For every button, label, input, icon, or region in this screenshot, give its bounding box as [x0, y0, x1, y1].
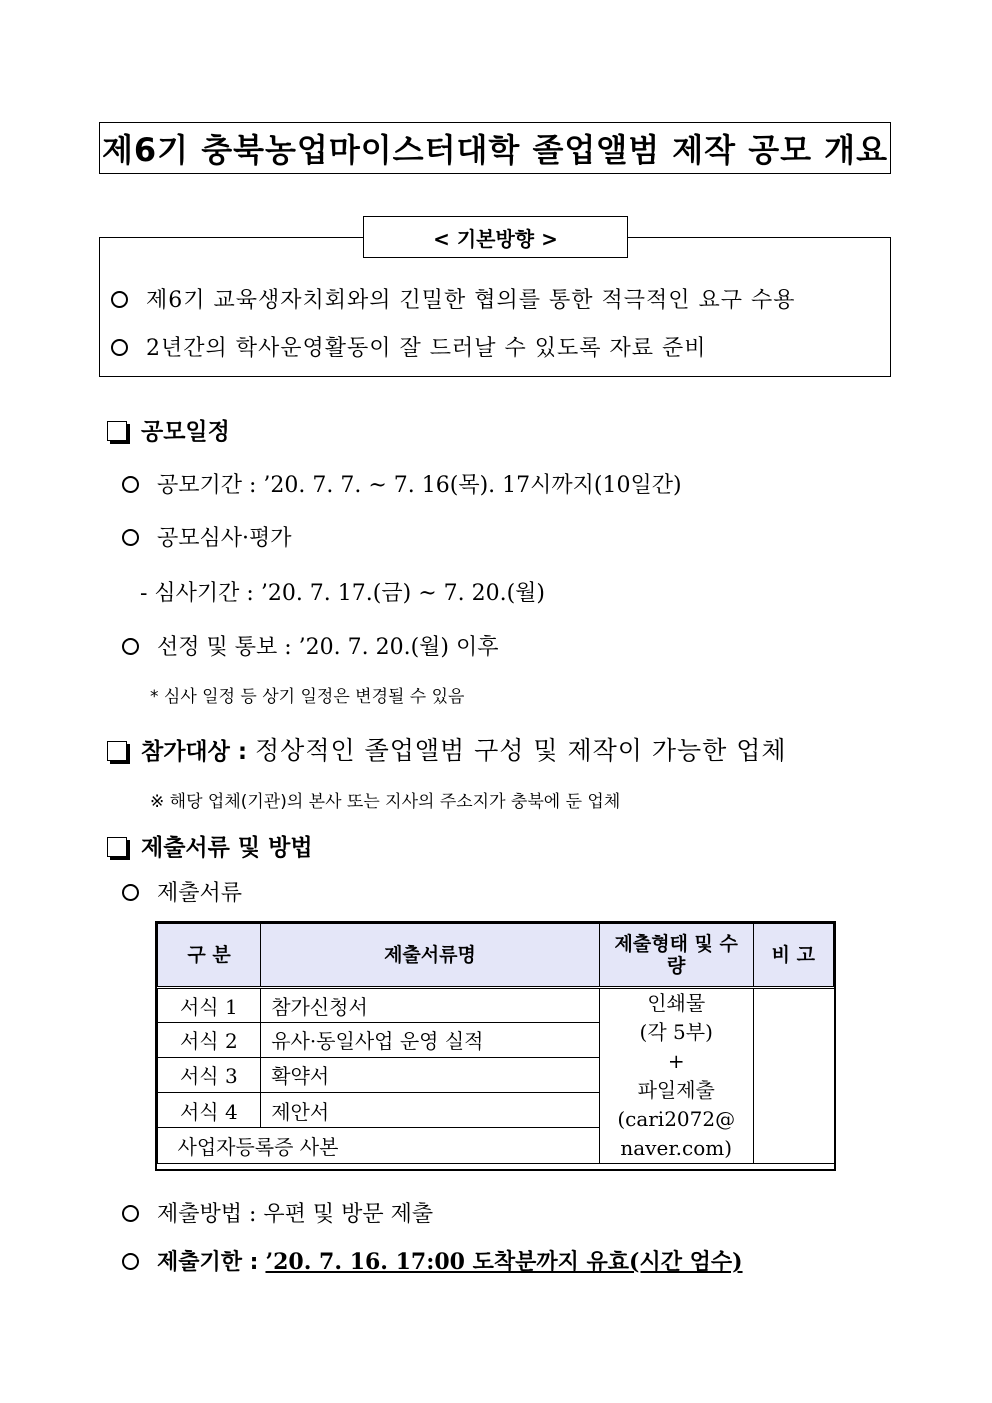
- cell-remark: [753, 987, 834, 1163]
- schedule-note: * 심사 일정 등 상기 일정은 변경될 수 있음: [150, 687, 465, 707]
- submission-method: 제출방법 : 우편 및 방문 제출: [122, 1197, 433, 1228]
- cell-form: 인쇄물 (각 5부) + 파일제출 (cari2072@ naver.com): [599, 987, 753, 1163]
- cell-doc-name: 사업자등록증 사본: [157, 1128, 599, 1163]
- circle-bullet-icon: [122, 884, 139, 901]
- circle-bullet-icon: [122, 476, 139, 493]
- cell-category: 서식 4: [157, 1093, 261, 1128]
- circle-bullet-icon: [122, 529, 139, 546]
- schedule-review-period: - 심사기간 : ’20. 7. 17.(금) ~ 7. 20.(월): [140, 581, 546, 606]
- checkbox-square-icon: [107, 741, 127, 761]
- submission-docs-label: 제출서류: [122, 876, 242, 907]
- cell-doc-name: 확약서: [261, 1057, 600, 1092]
- submission-deadline: 제출기한 : ’20. 7. 16. 17:00 도착분까지 유효(시간 엄수): [122, 1245, 743, 1276]
- cell-doc-name: 유사·동일사업 운영 실적: [261, 1022, 600, 1057]
- circle-bullet-icon: [111, 291, 128, 308]
- circle-bullet-icon: [122, 638, 139, 655]
- submission-heading: 제출서류 및 방법: [107, 829, 313, 862]
- header-category: 구 분: [157, 923, 261, 987]
- eligibility-line: 참가대상 : 정상적인 졸업앨범 구성 및 제작이 가능한 업체: [107, 731, 787, 767]
- eligibility-note: ※ 해당 업체(기관)의 본사 또는 지사의 주소지가 충북에 둔 업체: [150, 792, 621, 812]
- checkbox-square-icon: [107, 837, 127, 857]
- documents-table: [156, 922, 835, 1164]
- header-remark: 비 고: [753, 923, 834, 987]
- schedule-heading: 공모일정: [107, 413, 230, 446]
- page-title: 제6기 충북농업마이스터대학 졸업앨범 제작 공모 개요: [99, 122, 891, 174]
- circle-bullet-icon: [111, 339, 128, 356]
- cell-category: 서식 1: [157, 987, 261, 1022]
- cell-category: 서식 3: [157, 1057, 261, 1092]
- cell-doc-name: 제안서: [261, 1093, 600, 1128]
- header-form: 제출형태 및 수량: [599, 923, 753, 987]
- direction-item: 2년간의 학사운영활동이 잘 드러날 수 있도록 자료 준비: [111, 331, 707, 362]
- circle-bullet-icon: [122, 1253, 139, 1270]
- direction-label: < 기본방향 >: [363, 216, 628, 258]
- table-row: [157, 987, 834, 1022]
- header-doc-name: 제출서류명: [261, 923, 600, 987]
- schedule-review: 공모심사·평가: [122, 521, 292, 552]
- cell-category: 서식 2: [157, 1022, 261, 1057]
- schedule-period: 공모기간 : ’20. 7. 7. ~ 7. 16(목). 17시까지(10일간): [122, 468, 682, 499]
- cell-doc-name: 참가신청서: [261, 987, 600, 1022]
- schedule-notice: 선정 및 통보 : ’20. 7. 20.(월) 이후: [122, 630, 499, 661]
- circle-bullet-icon: [122, 1205, 139, 1222]
- checkbox-square-icon: [107, 421, 127, 441]
- direction-item: 제6기 교육생자치회와의 긴밀한 협의를 통한 적극적인 요구 수용: [111, 283, 796, 314]
- table-header-row: [157, 923, 834, 987]
